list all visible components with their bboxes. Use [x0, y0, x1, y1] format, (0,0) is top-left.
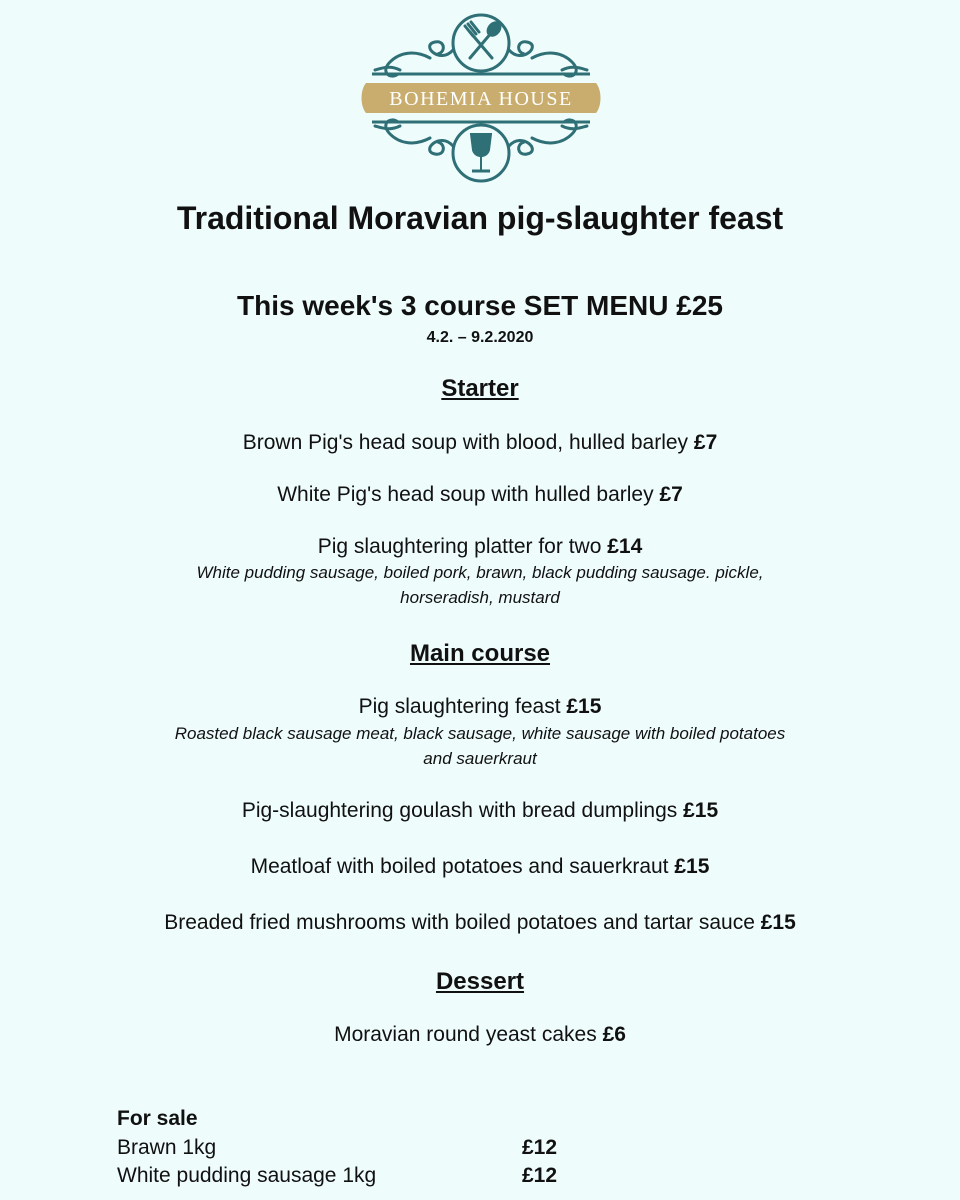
- item-price: £15: [760, 911, 796, 934]
- item-name: Pig-slaughtering goulash with bread dumplings: [241, 799, 678, 822]
- description-line: White pudding sausage, boiled pork, brawn, black pudding sausage. pickle,: [196, 563, 764, 582]
- item-price: £7: [693, 431, 718, 454]
- menu-item: [0, 535, 960, 559]
- section-heading-main-course: Main course: [409, 640, 551, 667]
- item-price: £6: [602, 1023, 626, 1046]
- section-heading-starter: Starter: [441, 375, 519, 402]
- item-name: Meatloaf with boiled potatoes and sauerkraut: [250, 855, 669, 878]
- menu-item: [0, 1023, 960, 1047]
- menu-item: [0, 855, 960, 879]
- for-sale-heading: For sale: [117, 1107, 198, 1130]
- item-name: Pig slaughtering platter for two: [317, 535, 602, 558]
- menu-title: Traditional Moravian pig-slaughter feast: [176, 200, 784, 236]
- description-line: and sauerkraut: [423, 749, 537, 768]
- menu-item: [0, 799, 960, 823]
- item-price: £15: [566, 695, 602, 718]
- description-line: horseradish, mustard: [400, 588, 560, 607]
- section-heading-dessert: Dessert: [435, 968, 525, 995]
- menu-item: [0, 911, 960, 935]
- sale-item-name: White pudding sausage 1kg: [117, 1164, 377, 1187]
- item-name: Moravian round yeast cakes: [334, 1023, 597, 1046]
- item-description: [120, 560, 840, 610]
- item-price: £14: [607, 535, 643, 558]
- item-price: £7: [659, 483, 683, 506]
- item-name: White Pig's head soup with hulled barley: [277, 483, 654, 506]
- sale-item-price: £12: [522, 1164, 558, 1187]
- description-line: Roasted black sausage meat, black sausage, white sausage with boiled potatoes: [174, 724, 786, 743]
- item-description: [100, 721, 860, 771]
- set-menu-heading: This week's 3 course SET MENU £25: [237, 290, 723, 321]
- wine-glass-icon: [471, 134, 491, 171]
- fork-and-spoon-icon: [465, 20, 502, 58]
- set-menu-dates: 4.2. – 9.2.2020: [426, 329, 534, 346]
- item-name: Pig slaughtering feast: [358, 695, 561, 718]
- menu-item: [0, 431, 960, 455]
- bohemia-house-logo: [360, 10, 602, 186]
- item-price: £15: [674, 855, 710, 878]
- menu-item: [0, 695, 960, 719]
- item-name: Breaded fried mushrooms with boiled potatoes and tartar sauce: [164, 911, 755, 934]
- sale-item-name: Brawn 1kg: [117, 1136, 217, 1159]
- item-name: Brown Pig's head soup with blood, hulled barley: [242, 431, 689, 454]
- menu-item: [0, 483, 960, 507]
- item-price: £15: [683, 799, 719, 822]
- logo-text: BOHEMIA HOUSE: [389, 88, 573, 110]
- sale-item-price: £12: [522, 1136, 558, 1159]
